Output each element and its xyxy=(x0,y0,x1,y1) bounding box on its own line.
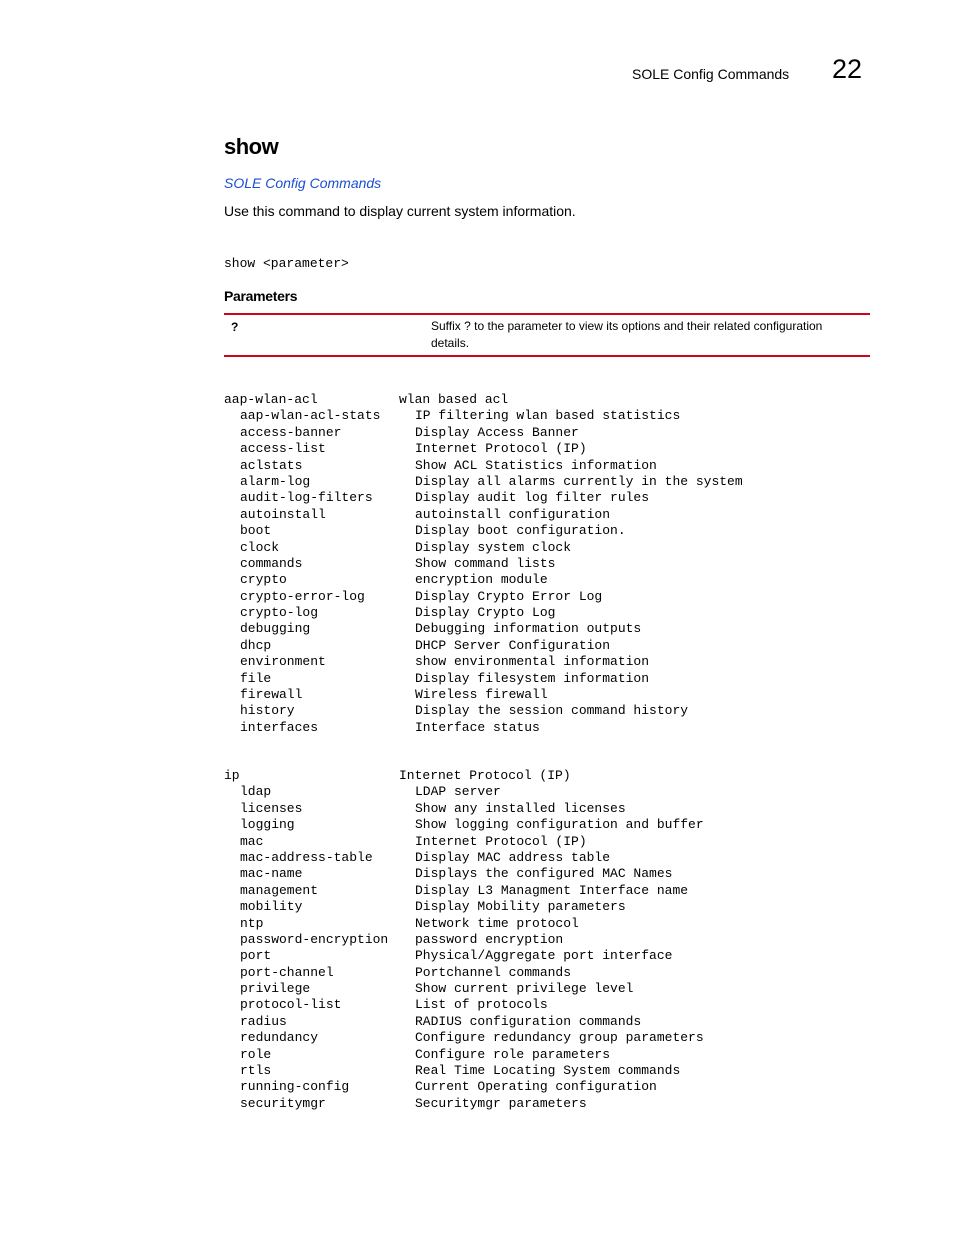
command-description: password encryption xyxy=(415,931,564,947)
command-description: Display Mobility parameters xyxy=(415,899,626,915)
page-title: show xyxy=(224,134,279,159)
intro-text: Use this command to display current system information. xyxy=(224,203,576,219)
command-description: Physical/Aggregate port interface xyxy=(415,948,673,964)
command-name: privilege xyxy=(240,981,311,997)
command-name: interfaces xyxy=(240,719,319,735)
command-name: ntp xyxy=(240,915,264,931)
command-description: Show ACL Statistics information xyxy=(415,457,657,473)
breadcrumb-link[interactable]: SOLE Config Commands xyxy=(224,175,382,191)
command-name: mac-address-table xyxy=(240,849,373,865)
command-name: commands xyxy=(240,555,303,571)
command-description: Display all alarms currently in the system xyxy=(415,473,743,489)
command-description: Display the session command history xyxy=(415,703,689,719)
command-name: management xyxy=(240,882,319,898)
command-description: Network time protocol xyxy=(415,915,579,931)
command-description: Interface status xyxy=(415,719,540,735)
command-description: Real Time Locating System commands xyxy=(415,1063,681,1079)
command-description: Display L3 Managment Interface name xyxy=(415,882,689,898)
command-description: Display Crypto Log xyxy=(415,605,556,621)
command-name: boot xyxy=(240,523,272,539)
command-name: radius xyxy=(240,1013,287,1029)
command-description: Debugging information outputs xyxy=(415,621,642,637)
command-name: environment xyxy=(240,654,326,670)
parameter-description: Suffix ? to the parameter to view its options and their related configuration details. xyxy=(431,319,823,350)
command-name: mac-name xyxy=(240,866,303,882)
command-name: rtls xyxy=(240,1063,272,1079)
parameter-key: ? xyxy=(231,320,239,334)
command-name: ldap xyxy=(240,784,272,800)
command-name: audit-log-filters xyxy=(240,490,373,506)
command-description: Display Crypto Error Log xyxy=(415,588,603,604)
command-description: Display boot configuration. xyxy=(415,523,626,539)
command-description: wlan based acl xyxy=(399,392,509,407)
command-description: Display audit log filter rules xyxy=(415,490,650,506)
header-section-title: SOLE Config Commands xyxy=(632,66,790,82)
command-description: IP filtering wlan based statistics xyxy=(415,408,681,424)
command-description: Internet Protocol (IP) xyxy=(399,768,571,783)
command-description: Internet Protocol (IP) xyxy=(415,441,587,457)
command-name: licenses xyxy=(240,800,303,816)
command-name: protocol-list xyxy=(240,997,342,1013)
command-name: file xyxy=(240,670,272,686)
command-name: running-config xyxy=(240,1079,350,1095)
command-description: autoinstall configuration xyxy=(415,506,611,522)
command-name: crypto xyxy=(240,572,287,588)
command-description: show environmental information xyxy=(415,654,650,670)
command-description: Display filesystem information xyxy=(415,670,650,686)
command-description: RADIUS configuration commands xyxy=(415,1013,642,1029)
command-name: crypto-error-log xyxy=(240,588,365,604)
command-description: Securitymgr parameters xyxy=(415,1095,587,1111)
command-description: List of protocols xyxy=(415,997,548,1013)
command-description: LDAP server xyxy=(415,784,501,800)
syntax-line: show <parameter> xyxy=(224,256,349,271)
command-description: Configure redundancy group parameters xyxy=(415,1030,704,1046)
command-name: password-encryption xyxy=(240,931,389,947)
command-description: Wireless firewall xyxy=(415,687,548,703)
command-description: Configure role parameters xyxy=(415,1046,611,1062)
command-name: securitymgr xyxy=(240,1095,326,1111)
command-name: autoinstall xyxy=(240,506,326,522)
command-name: history xyxy=(240,703,295,719)
command-name: ip xyxy=(224,768,240,783)
command-description: Portchannel commands xyxy=(415,964,572,980)
command-description: Show current privilege level xyxy=(415,981,634,997)
parameters-table xyxy=(224,313,870,357)
command-description: Show logging configuration and buffer xyxy=(415,817,704,833)
command-description: Display MAC address table xyxy=(415,849,611,865)
command-name: port xyxy=(240,948,272,964)
command-description: DHCP Server Configuration xyxy=(415,637,611,653)
command-description: Current Operating configuration xyxy=(415,1079,657,1095)
chapter-number: 22 xyxy=(832,54,863,84)
command-name: mobility xyxy=(240,899,303,915)
command-name: debugging xyxy=(240,621,311,637)
command-description: Displays the configured MAC Names xyxy=(415,866,673,882)
command-description: encryption module xyxy=(415,572,548,588)
command-name: aap-wlan-acl-stats xyxy=(240,408,381,424)
command-description: Internet Protocol (IP) xyxy=(415,833,587,849)
parameters-heading: Parameters xyxy=(224,288,298,304)
command-description: Display system clock xyxy=(415,539,572,555)
command-name: logging xyxy=(240,817,295,833)
command-description: Show any installed licenses xyxy=(415,800,626,816)
command-name: dhcp xyxy=(240,637,272,653)
command-name: role xyxy=(240,1046,272,1062)
command-name: access-banner xyxy=(240,424,342,440)
command-name: port-channel xyxy=(240,964,334,980)
command-name: alarm-log xyxy=(240,473,311,489)
command-name: firewall xyxy=(240,687,303,703)
command-description: Display Access Banner xyxy=(415,424,579,440)
command-name: aap-wlan-acl xyxy=(224,392,318,407)
command-name: access-list xyxy=(240,441,326,457)
command-name: mac xyxy=(240,833,264,849)
command-name: clock xyxy=(240,539,280,555)
command-name: crypto-log xyxy=(240,605,319,621)
command-description: Show command lists xyxy=(415,555,556,571)
command-name: aclstats xyxy=(240,457,303,473)
command-name: redundancy xyxy=(240,1030,319,1046)
